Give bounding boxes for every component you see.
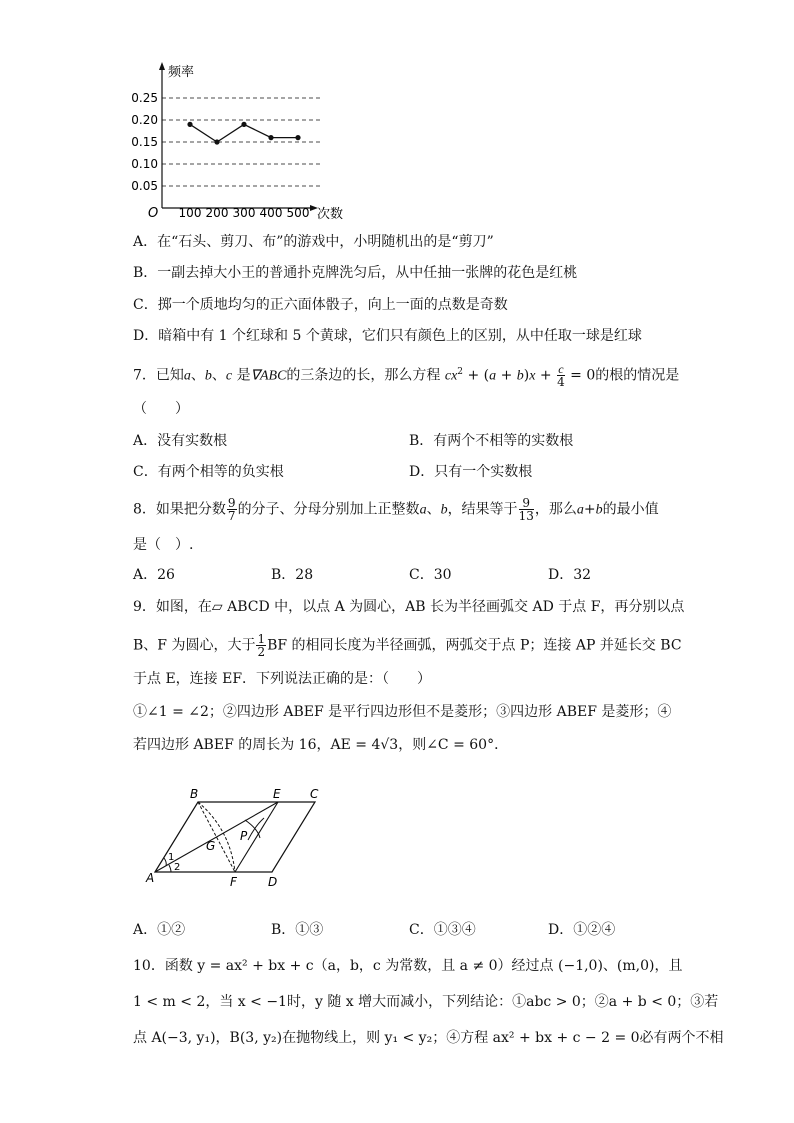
q8-part3: ，结果等于: [447, 501, 518, 518]
y-tick-label: 0.20: [131, 113, 158, 127]
q7-stem: 7．已知a、b、c 是∇ABC的三条边的长，那么方程 $cx^2 + (a + b)x$ + $\frac{c}{4}$ = 0的根的情况是: [133, 362, 680, 390]
q6-option-c: C．掷一个质地均匀的正六面体骰子，向上一面的点数是奇数: [133, 297, 508, 313]
label-angle-2: 2: [174, 862, 181, 873]
q6-option-b: B．一副去掉大小王的普通扑克牌洗匀后，从中任抽一张牌的花色是红桃: [133, 265, 578, 281]
q7-mid2: 的三条边的长，那么方程: [286, 367, 441, 384]
y-axis-arrow: [159, 62, 165, 70]
q9-option-d: D．①②④: [548, 922, 616, 938]
x-tick-label: 200: [205, 206, 229, 220]
q7-option-b: B．有两个不相等的实数根: [409, 433, 574, 449]
q8-option-c: C．30: [409, 567, 452, 583]
q8-line2: 是（ ）.: [133, 537, 194, 553]
x-tick-label: 300: [232, 206, 256, 220]
q7-triangle: ∇ABC: [250, 368, 287, 384]
q7-mid: 是: [236, 367, 251, 384]
label-b: B: [190, 787, 199, 801]
q9-line1: 9．如图，在▱ ABCD 中，以点 A 为圆心，AB 长为半径画弧交 AD 于点 F，再分别以点: [133, 599, 685, 615]
q8-part5: 的最小值: [602, 501, 659, 518]
q8-stem: 8．如果把分数 $\frac{9}{7}$ 的分子、分母分别加上正整数a、b，结果等于 $\frac{9}{13}$ ，那么a+b的最小值: [133, 496, 659, 523]
q9-option-a: A．①②: [133, 922, 186, 938]
y-axis-label: 频率: [168, 65, 195, 80]
q8-part2: 的分子、分母分别加上正整数: [237, 501, 420, 518]
data-point: [187, 122, 192, 127]
x-tick-label: 100: [178, 206, 202, 220]
q9-frac-half: $\frac{1}{2}$: [257, 632, 266, 659]
data-point: [241, 122, 246, 127]
q8-option-b: B．28: [271, 567, 314, 583]
q9-line3: 于点 E，连接 EF．下列说法正确的是：（ ）: [133, 671, 432, 687]
data-point: [295, 135, 300, 140]
q9-line2: [133, 633, 682, 658]
q8-part4: ，那么: [534, 501, 577, 518]
q7-lead: 7．已知: [133, 367, 184, 384]
q8-option-d: D．32: [548, 567, 592, 583]
data-point: [214, 139, 219, 144]
label-a: A: [146, 871, 155, 885]
angle-mark-1: [164, 858, 166, 866]
label-e: E: [273, 787, 281, 801]
label-f: F: [230, 875, 237, 889]
label-c: C: [310, 787, 319, 801]
label-angle-1: 1: [168, 852, 175, 863]
angle-mark-2: [169, 865, 171, 872]
y-tick-label: 0.15: [131, 135, 158, 149]
q6-option-a: A．在“石头、剪刀、布”的游戏中，小明随机出的是“剪刀”: [133, 234, 494, 250]
q7-option-d: D．只有一个实数根: [409, 464, 533, 480]
q10-line2: 1 < m < 2，当 x < −1时，y 随 x 增大而减小，下列结论：①abc > 0；②a + b < 0；③若: [133, 994, 719, 1010]
q8-frac-9-13: $\frac{9}{13}$: [518, 496, 534, 523]
series-line: [190, 124, 298, 142]
data-point: [268, 135, 273, 140]
q7-fraction: $\frac{c}{4}$: [557, 362, 565, 390]
q7-tail: 的根的情况是: [595, 367, 680, 384]
label-p: P: [240, 829, 248, 843]
q10-line3: 点 A(−3, y₁)，B(3, y₂)在抛物线上，则 y₁ < y₂；④方程 ax² + bx + c − 2 = 0必有两个不相: [133, 1030, 724, 1046]
parallelogram-figure: [140, 784, 340, 894]
q8-part1: 8．如果把分数: [133, 501, 226, 518]
x-axis-label: 次数: [317, 207, 344, 222]
q9-option-c: C．①③④: [409, 922, 476, 938]
q6-option-d: D．暗箱中有 1 个红球和 5 个黄球，它们只有颜色上的区别，从中任取一球是红球: [133, 328, 642, 344]
q7-option-c: C．有两个相等的负实根: [133, 464, 284, 480]
origin-label: O: [148, 206, 159, 221]
q9-line2b: BF 的相同长度为半径画弧，两弧交于点 P；连接 AP 并延长交 BC: [267, 637, 682, 654]
q9-line2a: B、F 为圆心，大于: [133, 637, 256, 654]
frequency-chart: [120, 58, 360, 228]
q8-option-a: A．26: [133, 567, 175, 583]
y-tick-label: 0.10: [131, 157, 158, 171]
q7-paren: （ ）: [133, 401, 189, 417]
y-tick-label: 0.25: [131, 91, 158, 105]
y-tick-label: 0.05: [131, 179, 158, 193]
q10-line1: 10．函数 y = ax² + bx + c（a，b，c 为常数，且 a ≠ 0）经过点 (−1,0)、(m,0)，且: [133, 958, 683, 974]
x-tick-label: 500: [286, 206, 310, 220]
label-g: G: [206, 839, 216, 853]
q7-option-a: A．没有实数根: [133, 433, 228, 449]
x-tick-label: 400: [259, 206, 283, 220]
label-d: D: [268, 875, 278, 889]
q9-option-b: B．①③: [271, 922, 324, 938]
q9-line4: ①∠1 = ∠2；②四边形 ABEF 是平行四边形但不是菱形；③四边形 ABEF 是菱形；④: [133, 704, 672, 720]
q8-frac-9-7: $\frac{9}{7}$: [227, 496, 236, 523]
q9-line5: 若四边形 ABEF 的周长为 16，AE = 4√3，则∠C = 60°．: [133, 737, 509, 753]
